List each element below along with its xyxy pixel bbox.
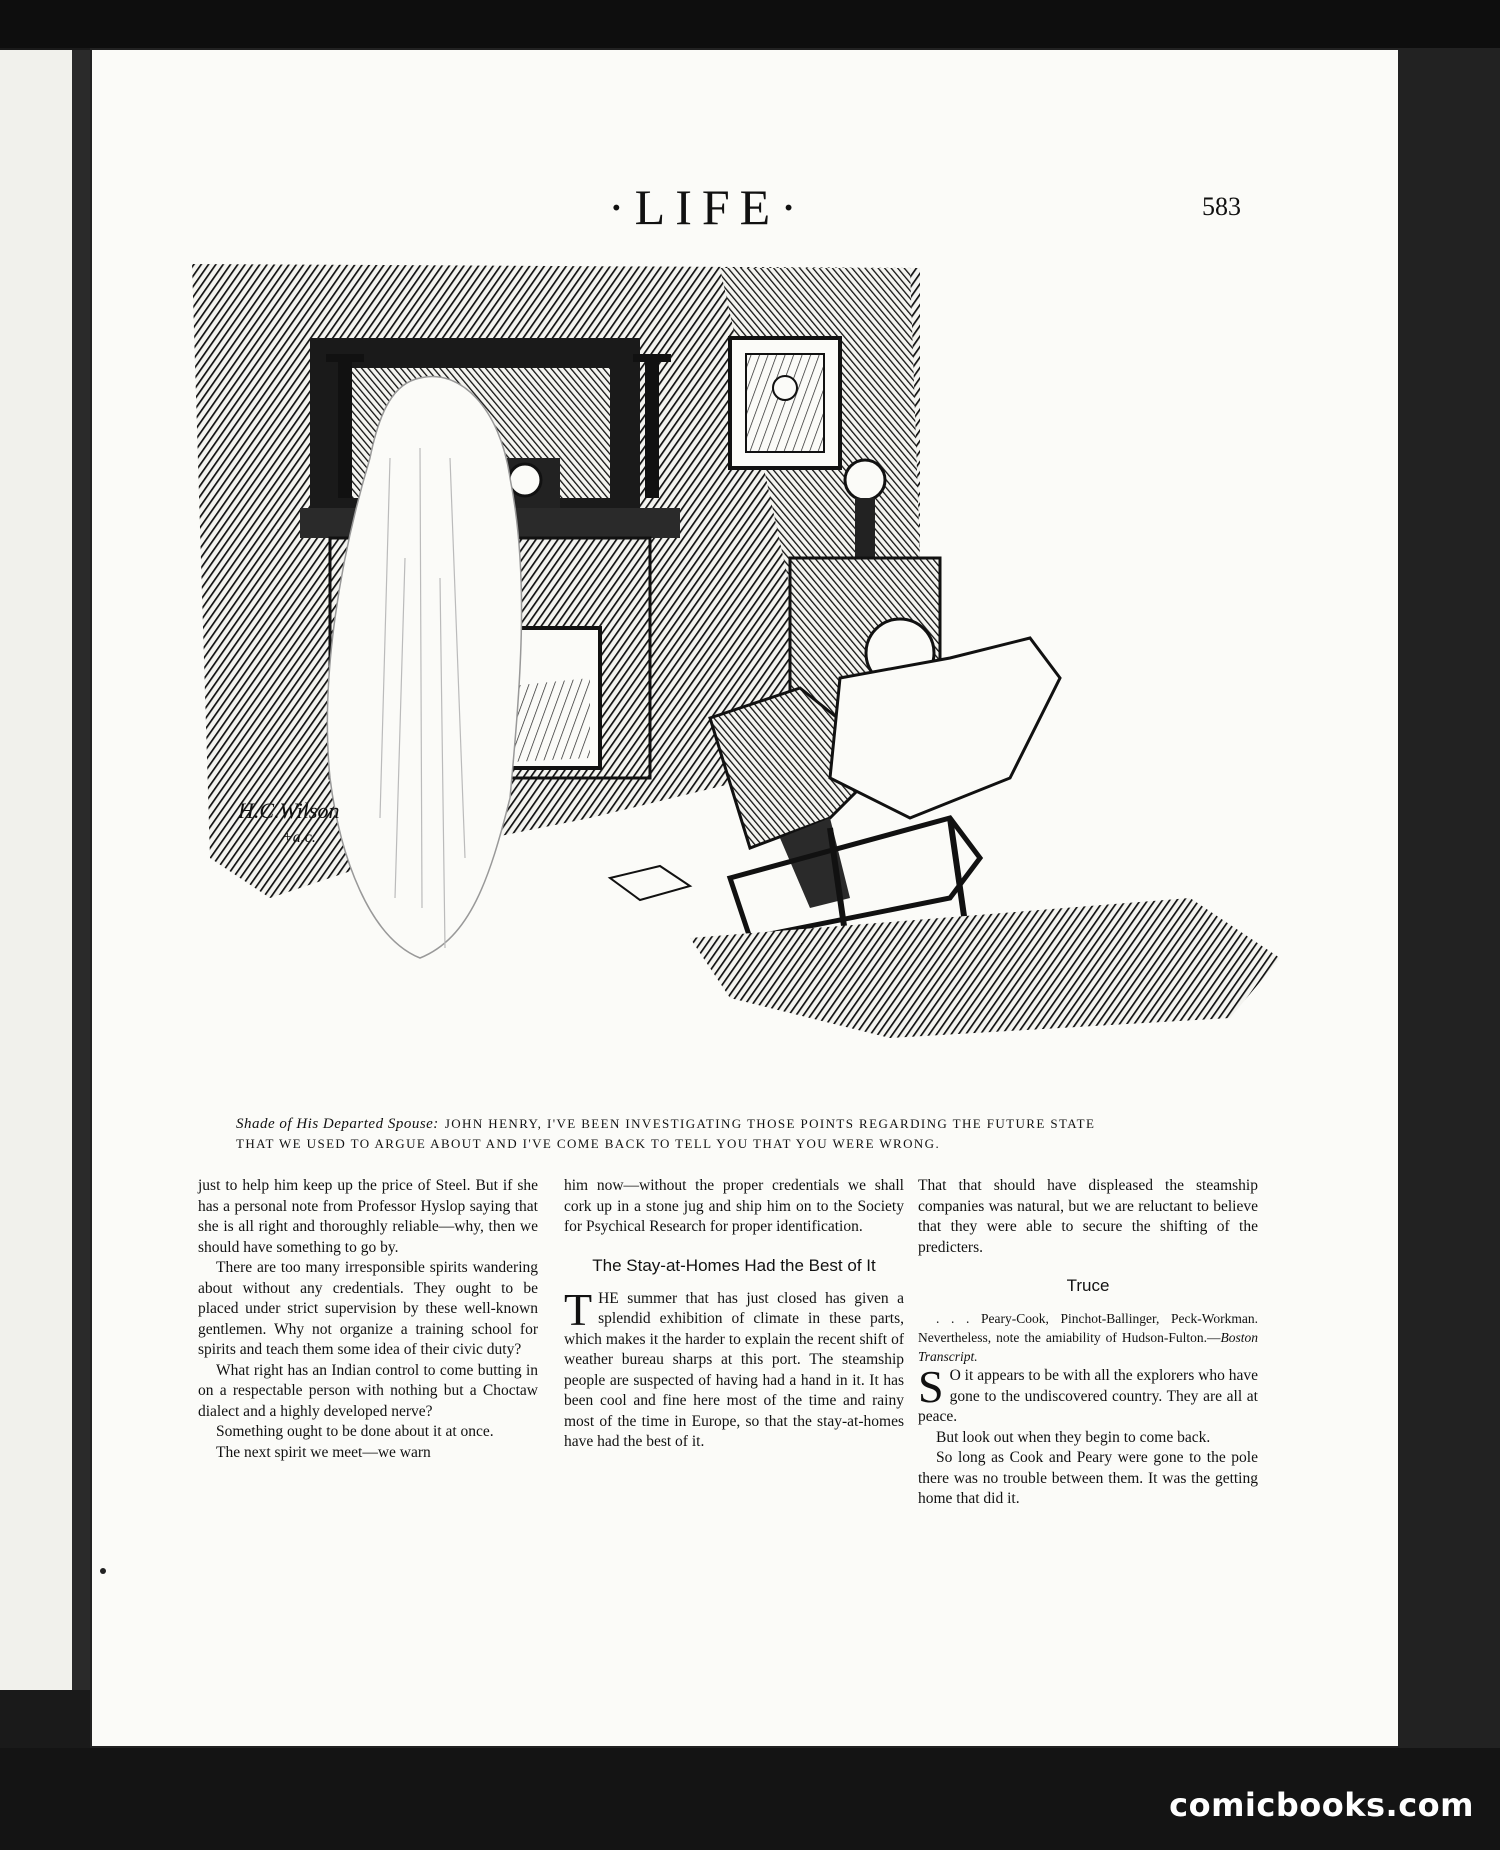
paragraph: Something ought to be done about it at once. [216, 1423, 494, 1440]
scan-top-border [0, 0, 1500, 48]
caption-line-2: THAT WE USED TO ARGUE ABOUT AND I'VE COME BACK TO TELL YOU THAT YOU WERE WRONG. [236, 1136, 941, 1151]
book-on-floor [610, 866, 690, 900]
article-heading-stay-at-homes: The Stay-at-Homes Had the Best of It [592, 1255, 876, 1275]
paragraph: That that should have displeased the steamship companies was natural, but we are reluctant to believe that they were able to secure the shifting of the predicters. [918, 1177, 1258, 1256]
text-column-1 [198, 1176, 538, 1463]
page-speck [100, 1568, 106, 1574]
paragraph [918, 1361, 1258, 1428]
text-column-2 [564, 1176, 904, 1453]
masthead: ·LIFE· [608, 179, 807, 235]
scan-right-border [1400, 48, 1500, 1748]
epigraph [918, 1309, 1258, 1366]
article-heading-truce: Truce [1066, 1276, 1110, 1295]
paragraph: The next spirit we meet—we warn [216, 1443, 431, 1461]
paragraph [564, 1283, 904, 1453]
facing-page-edge [0, 50, 72, 1690]
portrait-frame [730, 338, 840, 468]
artist-signature-initials: +a.c. [282, 829, 316, 846]
paragraph: just to help him keep up the price of Steel. But if she has a personal note from Professor Hyslop saying that she is all right and thoroughly reliable—why, then we should have something to go by. [198, 1177, 538, 1256]
paragraph: What right has an Indian control to come butting in on a respectable person with nothing but a Choctaw dialect and a highly developed nerve? [198, 1361, 538, 1420]
cartoon-illustration [190, 258, 1280, 1084]
paragraph: him now—without the proper credentials we shall cork up in a stone jug and ship him on to the Society for Psychical Research for proper identification. [564, 1177, 904, 1235]
text-column-3 [918, 1176, 1258, 1510]
paragraph-text: O it appears to be with all the explorers who have gone to the undiscovered country. They are all at peace. [918, 1367, 1258, 1425]
page-number: 583 [1202, 192, 1241, 221]
gutter [72, 50, 90, 1690]
caption-line-1: JOHN HENRY, I'VE BEEN INVESTIGATING THOSE POINTS REGARDING THE FUTURE STATE [444, 1116, 1096, 1131]
epigraph-text: . . . Peary-Cook, Pinchot-Ballinger, Peck-Workman. Nevertheless, note the amiability of Hudson-Fulton.— [918, 1311, 1258, 1345]
floor-shadow [690, 898, 1280, 1038]
epigraph-source: Boston Transcript. [918, 1330, 1258, 1364]
paragraph: But look out when they begin to come back. [936, 1428, 1211, 1446]
caption-speaker: Shade of His Departed Spouse: [236, 1116, 439, 1132]
drop-cap: S [918, 1361, 944, 1412]
paragraph: There are too many irresponsible spirits wandering about without any credentials. They ought to be placed under strict supervision by these well-known gentlemen. Why not organize a training school for spirits and teach them some idea of their civic duty? [198, 1259, 538, 1358]
drop-cap: T [564, 1283, 593, 1335]
artist-signature: H.C.Wilson [238, 798, 340, 823]
illustration-caption [236, 1114, 1226, 1154]
paragraph: So long as Cook and Peary were gone to the pole there was no trouble between them. It was the getting home that did it. [918, 1449, 1258, 1507]
watermark: comicbooks.com [1169, 1786, 1474, 1824]
paragraph-text: HE summer that has just closed has given a splendid exhibition of climate in these parts, which makes it the harder to explain the recent shift of weather bureau sharps at this port. The steamship people are suspected of having had a hand in it. It has been cool and fine here most of the time and rainy most of the time in Europe, so that the stay-at-homes have had the best of it. [564, 1289, 904, 1450]
